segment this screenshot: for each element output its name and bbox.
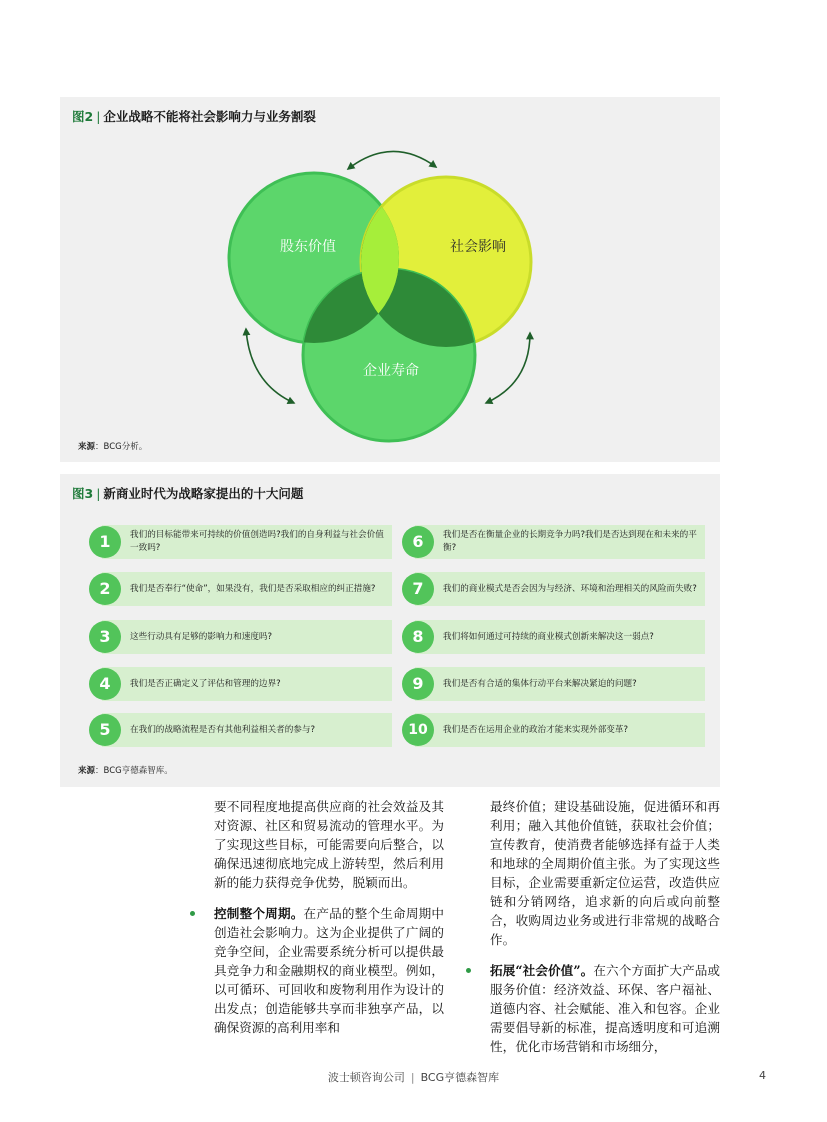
question-text: 我们的目标能带来可持续的价值创造吗?我们的自身利益与社会价值一致吗? [130, 530, 384, 553]
label-shareholder-value: 股东价值 [280, 239, 336, 255]
question-item [99, 713, 392, 747]
question-item [99, 572, 392, 606]
question-item [408, 713, 705, 747]
body-column-right [490, 797, 720, 1068]
bullet-dot [190, 911, 195, 916]
question-text: 这些行动具有足够的影响力和速度吗? [130, 631, 273, 642]
bullet-item: 拓展“社会价值”。在六个方面扩大产品或服务价值：经济效益、环保、客户福祉、道德内容、社会赋能、准入和包容。企业需要倡导新的标准，提高透明度和可追溯性，优化市场营销和市场细分， [490, 961, 720, 1056]
question-text: 我们是否奉行“使命”，如果没有，我们是否采取相应的纠正措施? [130, 583, 376, 594]
question-item [99, 667, 392, 701]
venn-diagram [60, 97, 720, 462]
question-item [412, 572, 705, 606]
label-social-impact: 社会影响 [450, 239, 506, 255]
body-column-left [214, 797, 444, 1049]
question-number: 4 [89, 668, 121, 700]
figure-3-source: 来源：BCG亨德森智库。 [78, 766, 173, 776]
arrow-right [486, 333, 530, 403]
figure-2-panel [60, 97, 720, 462]
question-number: 10 [402, 714, 434, 746]
bullet-item: 控制整个周期。在产品的整个生命周期中创造社会影响力。这为企业提供了广阔的竞争空间，企业需要系统分析可以提供最具竞争力和金融期权的商业模型。例如，以可循环、可回收和废物利用作为设计的出发点；创造能够共享而非独享产品，以确保资源的高利用率和 [214, 904, 444, 1037]
question-text: 在我们的战略流程是否有其他利益相关者的参与? [130, 724, 316, 735]
question-number: 1 [89, 526, 121, 558]
page-footer: 波士顿咨询公司 | BCG亨德森智库 [327, 1071, 500, 1084]
figure-3-panel [60, 474, 720, 787]
question-item [99, 620, 392, 654]
question-item [412, 667, 705, 701]
question-number: 7 [402, 573, 434, 605]
question-number: 2 [89, 573, 121, 605]
question-text: 我们是否正确定义了评估和管理的边界? [130, 678, 281, 689]
paragraph: 最终价值；建设基础设施，促进循环和再利用；融入其他价值链，获取社会价值；宣传教育，使消费者能够选择有益于人类和地球的全周期价值主张。为了实现这些目标，企业需要重新定位运营，改造供应链和分销网络，追求新的向后或向前整合，收购周边业务或进行非常规的战略合作。 [490, 799, 720, 947]
question-number: 3 [89, 621, 121, 653]
question-item [412, 620, 705, 654]
question-number: 8 [402, 621, 434, 653]
question-number: 6 [402, 526, 434, 558]
question-text: 我们将如何通过可持续的商业模式创新来解决这一弱点? [443, 631, 654, 642]
question-item [99, 525, 392, 559]
question-text: 我们是否在衡量企业的长期竞争力吗?我们是否达到现在和未来的平衡? [443, 530, 697, 553]
bullet-dot [466, 968, 471, 973]
question-number: 5 [89, 714, 121, 746]
question-text: 我们的商业模式是否会因为与经济、环境和治理相关的风险而失败? [443, 583, 697, 594]
question-text: 我们是否有合适的集体行动平台来解决紧迫的问题? [443, 678, 637, 689]
figure-3-title: 图3 | 新商业时代为战略家提出的十大问题 [72, 486, 304, 501]
question-item [412, 525, 705, 559]
question-number: 9 [402, 668, 434, 700]
label-corporate-longevity: 企业寿命 [363, 363, 419, 379]
figure-2-source: 来源：BCG分析。 [78, 442, 148, 452]
paragraph: 要不同程度地提高供应商的社会效益及其对资源、社区和贸易流动的管理水平。为了实现这些目标，可能需要向后整合，以确保迅速彻底地完成上游转型，然后利用新的能力获得竞争优势，脱颖而出。 [214, 799, 444, 890]
figure-2-title: 图2 | 企业战略不能将社会影响力与业务割裂 [72, 109, 316, 124]
question-text: 我们是否在运用企业的政治才能来实现外部变革? [443, 724, 629, 735]
page-number: 4 [759, 1069, 766, 1082]
arrow-top [348, 151, 436, 169]
